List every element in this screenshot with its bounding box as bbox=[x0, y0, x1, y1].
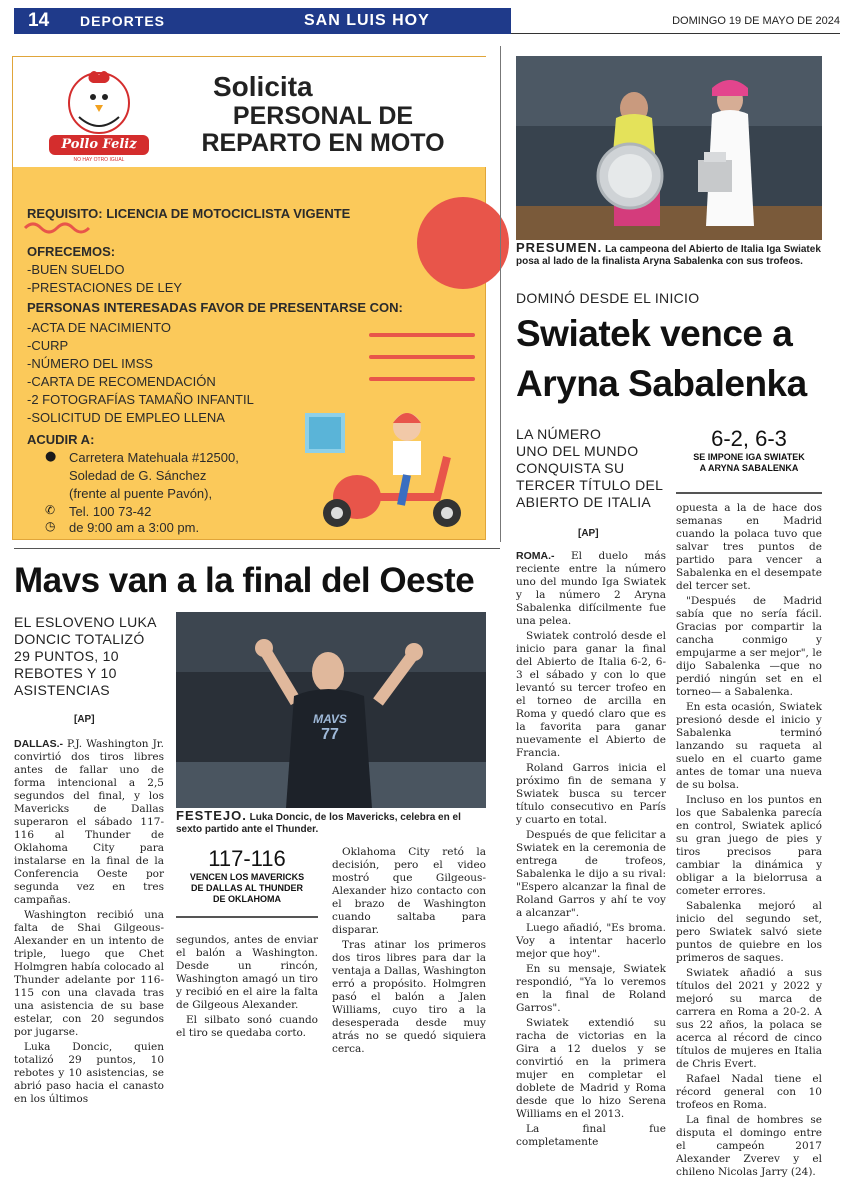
paragraph: DALLAS.- P.J. Washington Jr. convirtió dos tiros libres antes de fallar uno de forma intencional a 2,5 segundos del final, y los Mavericks de Dallas superaron el sábado 117-116 al Thunder de Oklahoma City para instalarse en la final de la Conferencia Oeste por segunda vez en tres campañas. bbox=[14, 738, 164, 906]
address-line: (frente al puente Pavón), bbox=[69, 486, 213, 501]
paragraph: Luego añadió, "Es broma. Voy a intentar hacerlo mejor que hoy". bbox=[516, 922, 666, 960]
docs-heading: PERSONAS INTERESADAS FAVOR DE PRESENTARSE CON: bbox=[27, 300, 403, 315]
doc-item: -CURP bbox=[27, 338, 69, 353]
issue-date: DOMINGO 19 DE MAYO DE 2024 bbox=[511, 8, 840, 34]
page-number: 14 bbox=[28, 10, 50, 31]
chicken-icon bbox=[39, 67, 159, 167]
doc-item: -ACTA DE NACIMIENTO bbox=[27, 320, 171, 335]
caption-keyword: PRESUMEN. bbox=[516, 240, 603, 255]
job-ad bbox=[12, 56, 486, 540]
tennis-subhead bbox=[516, 426, 663, 511]
dateline: ROMA.- bbox=[516, 550, 555, 562]
brand-name: Pollo Feliz bbox=[61, 137, 137, 152]
jersey-number: 77 bbox=[321, 726, 339, 743]
stripe-decoration bbox=[369, 333, 475, 337]
basketball-photo bbox=[176, 612, 486, 808]
tennis-source: [AP] bbox=[578, 528, 599, 539]
delivery-scooter-icon bbox=[297, 377, 483, 537]
paragraph: Sabalenka mejoró al inicio del segundo set, pero Swiatek salvó siete puntos de quiebre en los primeros de saques. bbox=[676, 900, 822, 964]
paragraph: segundos, antes de enviar el balón a Washington. Desde un rincón, Washington amagó un tiro y recibió en el aire la falta de Gilgeous Alexander. bbox=[176, 934, 318, 1011]
paragraph: Swiatek extendió su racha de victorias en la Gira a 12 duelos y se convirtió en la primera mujer en completar el doblete de Madrid y Roma desde que lo hizo Serena Williams en el 2013. bbox=[516, 1017, 666, 1120]
paragraph: En esta ocasión, Swiatek presionó desde el inicio y Sabalenka terminó lanzando su raqueta al suelo en el cuarto game antes de tomar una nueva de su bolsa. bbox=[676, 701, 822, 791]
doc-item: -2 FOTOGRAFÍAS TAMAÑO INFANTIL bbox=[27, 392, 254, 407]
wave-decoration bbox=[23, 221, 93, 235]
newspaper-name: SAN LUIS HOY bbox=[304, 12, 430, 29]
subhead-line: CONQUISTA SU bbox=[516, 460, 625, 476]
phone-icon: ✆ bbox=[45, 503, 56, 517]
paragraph: Roland Garros inicia el próximo fin de semana y Swiatek busca su tercer título consecutivo en París y cuarto en total. bbox=[516, 762, 666, 826]
paragraph: Tras atinar los primeros dos tiros libres para dar la ventaja a Dallas, Washington erró a propósito. Holmgren pasó el balón a Jalen Williams, cuyo tiro a la desesperada desde muy atrás no se quedó siquiera cerca. bbox=[332, 939, 486, 1055]
subhead-line: UNO DEL MUNDO bbox=[516, 443, 639, 459]
subhead-line: LA NÚMERO bbox=[516, 426, 602, 442]
doc-item: -CARTA DE RECOMENDACIÓN bbox=[27, 374, 216, 389]
paragraph: La final fue completamente bbox=[516, 1123, 666, 1148]
mavs-score-box bbox=[176, 846, 318, 905]
paragraph: Swiatek añadió a sus títulos del 2021 y 2022 y mejoró su marca de carrera en Roma a 20-2. A sus 22 años, la polaca se acerca al récord de cinco títulos de mujeres en Italia de Chris Evert. bbox=[676, 967, 822, 1070]
score-caption-line: VENCEN LOS MAVERICKS bbox=[189, 872, 305, 882]
location-pin-icon: ● bbox=[45, 449, 57, 464]
subhead-line: 29 PUNTOS, 10 bbox=[14, 648, 119, 664]
tennis-headline-line1: Swiatek vence a bbox=[516, 313, 793, 354]
acudir-heading: ACUDIR A: bbox=[27, 432, 95, 447]
paragraph: Después de que felicitar a Swiatek en la ceremonia de entrega de trofeos, Sabalenka le dijo a su rival: "Espero alcanzar la final de Roland Garros y ahí te voy a alcanzar". bbox=[516, 829, 666, 919]
paragraph: Washington recibió una falta de Shai Gilgeous-Alexander en un intento de triple, luego que Chet Holmgren había colocado al Thunder adelante por 116-115 con una clavada tras una asistencia de su base estelar, con 20 segundos por jugarse. bbox=[14, 909, 164, 1038]
mavs-subhead bbox=[14, 614, 157, 699]
decorative-circle bbox=[417, 197, 509, 289]
mavs-body-column-3 bbox=[332, 846, 486, 1058]
mavs-headline: Mavs van a la final del Oeste bbox=[14, 561, 475, 600]
ad-requirement: REQUISITO: LICENCIA DE MOTOCICLISTA VIGENTE bbox=[27, 206, 351, 221]
paragraph: Rafael Nadal tiene el récord general con 10 trofeos en Roma. bbox=[676, 1073, 822, 1111]
section-bar bbox=[14, 8, 511, 34]
score-caption-line: A ARYNA SABALENKA bbox=[699, 463, 799, 473]
caption-text: La campeona del Abierto de Italia Iga Swiatek posa al lado de la finalista Aryna Sabalenka con sus trofeos. bbox=[516, 244, 821, 267]
tennis-kicker: DOMINÓ DESDE EL INICIO bbox=[516, 290, 700, 306]
doc-item: -SOLICITUD DE EMPLEO LLENA bbox=[27, 410, 225, 425]
address-line: Soledad de G. Sánchez bbox=[69, 468, 207, 483]
stripe-decoration bbox=[369, 355, 475, 359]
doncic-celebrating-image bbox=[176, 612, 486, 808]
mavs-score: 117-116 bbox=[208, 846, 286, 871]
page-header bbox=[14, 8, 840, 34]
caption-text: Luka Doncic, de los Mavericks, celebra en el sexto partido ante el Thunder. bbox=[176, 812, 461, 835]
section-name: DEPORTES bbox=[80, 13, 166, 29]
subhead-line: REBOTES Y 10 bbox=[14, 665, 117, 681]
subhead-line: ABIERTO DE ITALIA bbox=[516, 494, 652, 510]
players-trophies-image bbox=[516, 56, 822, 240]
section-rule bbox=[14, 548, 500, 549]
score-rule bbox=[676, 492, 822, 494]
tennis-headline-line2: Aryna Sabalenka bbox=[516, 363, 807, 404]
caption-keyword: FESTEJO. bbox=[176, 808, 247, 823]
offer-item: -PRESTACIONES DE LEY bbox=[27, 280, 183, 295]
score-caption-line: DE OKLAHOMA bbox=[213, 894, 281, 904]
paragraph: El silbato sonó cuando el tiro se quedaba corto. bbox=[176, 1014, 318, 1039]
paragraph: opuesta a la de hace dos semanas en Madrid cuando la polaca tuvo que salvar tres puntos de partido para vencer a Sabalenka en el desempate del tercer set. bbox=[676, 502, 822, 592]
paragraph: Incluso en los puntos en los que Sabalenka parecía en control, Swiatek aplicó su gran juego de pies y tiros precisos para cambiar la dinámica y obligar a la bielorrusa a cometer errores. bbox=[676, 794, 822, 897]
mavs-body-column-2 bbox=[176, 934, 318, 1042]
doc-item: -NÚMERO DEL IMSS bbox=[27, 356, 153, 371]
paragraph: Swiatek controló desde el inicio para ganar la final del Abierto de Italia 6-2, 6-3 el sábado y con lo que levantó su tercer trofeo en el torneo de arcilla en Roma y quedó claro que es la favorita para ganar nuevamente el Abierto de Francia. bbox=[516, 630, 666, 759]
offer-item: -BUEN SUELDO bbox=[27, 262, 125, 277]
ad-title-line1: Solicita bbox=[213, 71, 313, 102]
paragraph: Oklahoma City retó la decisión, pero el video mostró que Gilgeous-Alexander hizo contacto con el brazo de Washington cuando saltaba para disparar. bbox=[332, 846, 486, 936]
paragraph: En su mensaje, Swiatek respondió, "Ya lo veremos en la final de Roland Garros". bbox=[516, 963, 666, 1014]
dateline: DALLAS.- bbox=[14, 738, 63, 750]
tennis-score: 6-2, 6-3 bbox=[711, 426, 787, 451]
tennis-photo bbox=[516, 56, 822, 240]
brand-tagline: NO HAY OTRO IGUAL bbox=[73, 157, 125, 163]
score-caption-line: DE DALLAS AL THUNDER bbox=[191, 883, 303, 893]
column-divider bbox=[500, 46, 501, 542]
offers-heading: OFRECEMOS: bbox=[27, 244, 116, 259]
mavs-source: [AP] bbox=[74, 714, 95, 725]
subhead-line: TERCER TÍTULO DEL bbox=[516, 477, 664, 493]
phone-number: Tel. 100 73-42 bbox=[69, 504, 152, 519]
tennis-score-box bbox=[676, 426, 822, 474]
paragraph: ROMA.- El duelo más reciente entre la número uno del mundo Iga Swiatek y la número 2 Aryna Sabalenka difícilmente fue una pelea. bbox=[516, 550, 666, 627]
jersey-text: MAVS bbox=[313, 712, 347, 726]
mavs-body-column-1 bbox=[14, 738, 164, 1108]
paragraph: La final de hombres se disputa el domingo entre el campeón 2017 Alexander Zverev y el chileno Nicolas Jarry (24). bbox=[676, 1114, 822, 1178]
address-line: Carretera Matehuala #12500, bbox=[69, 450, 239, 465]
clock-icon: ◷ bbox=[45, 519, 56, 533]
score-rule bbox=[176, 916, 318, 918]
score-caption-line: SE IMPONE IGA SWIATEK bbox=[693, 452, 805, 462]
tennis-body-column-2 bbox=[676, 502, 822, 1181]
paragraph: Luka Doncic, quien totalizó 29 puntos, 10 rebotes y 10 asistencias, se abrió paso hacia el canasto en los últimos bbox=[14, 1041, 164, 1105]
paragraph: "Después de Madrid sabía que no sería fácil. Gracias por compartir la cancha conmigo y empujarme a ser mejor", le dijo Sabalenka —que no perdió ningún set en el torneo— a Sabalenka. bbox=[676, 595, 822, 698]
basketball-caption bbox=[176, 810, 486, 836]
tennis-body-column-1 bbox=[516, 550, 666, 1151]
tennis-caption bbox=[516, 242, 822, 268]
pollo-feliz-logo bbox=[39, 67, 159, 167]
subhead-line: ASISTENCIAS bbox=[14, 682, 110, 698]
subhead-line: DONCIC TOTALIZÓ bbox=[14, 631, 145, 647]
ad-title-line2: PERSONAL DE REPARTO EN MOTO bbox=[201, 102, 445, 157]
business-hours: de 9:00 am a 3:00 pm. bbox=[69, 520, 200, 535]
subhead-line: EL ESLOVENO LUKA bbox=[14, 614, 157, 630]
